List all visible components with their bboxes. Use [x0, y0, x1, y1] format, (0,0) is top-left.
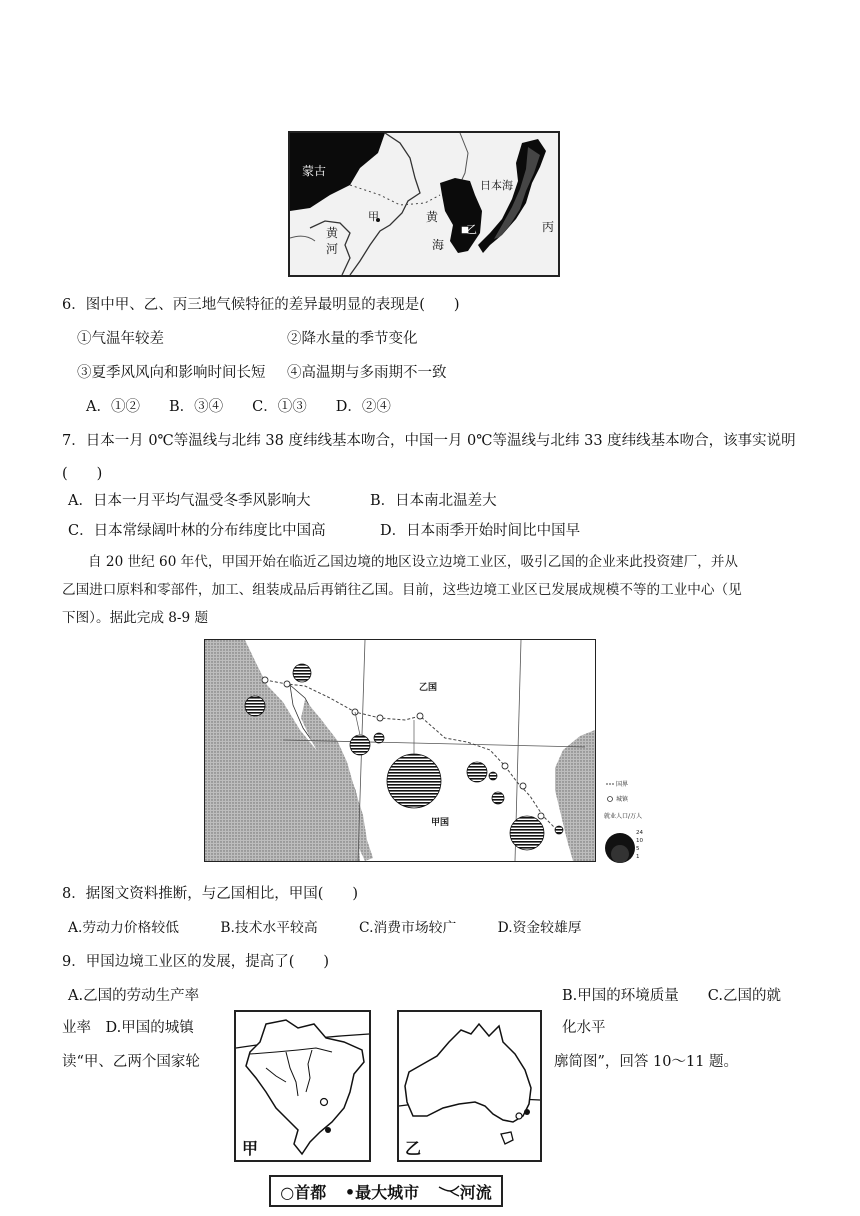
- jia-label: 甲: [368, 210, 379, 223]
- country-jia-outline-map: [234, 1010, 371, 1162]
- q7-paren: ( ): [62, 466, 103, 482]
- jia-map-label: 甲: [242, 1139, 259, 1158]
- jia-largest-city-marker: [325, 1127, 331, 1133]
- yellow-sea-label-1: 黄: [426, 210, 439, 224]
- east-asia-map-svg: [290, 133, 558, 275]
- country-yi-outline-map: [397, 1010, 542, 1162]
- legend-val-10: 10: [636, 838, 643, 844]
- legend-town-label: 城镇: [616, 796, 629, 803]
- yi-largest-city-marker: [524, 1109, 530, 1115]
- q7-option-d: D．日本雨季开始时间比中国早: [380, 523, 581, 539]
- q6-stem: 6．图中甲、乙、丙三地气候特征的差异最明显的表现是( ): [62, 297, 460, 313]
- country-yi-label: 乙国: [419, 683, 438, 693]
- yi-label: 乙: [466, 223, 477, 236]
- q7-option-a: A．日本一月平均气温受冬季风影响大: [68, 493, 311, 509]
- passage-line-3: 下图）。据此完成 8-9 题: [62, 610, 209, 626]
- country-jia-label: 甲国: [431, 818, 450, 828]
- bing-label: 丙: [542, 220, 555, 234]
- river-icon: [438, 1184, 460, 1198]
- passage-line-2: 乙国进口原料和零部件，加工、组装成品后再销往乙国。目前，这些边境工业区已发展成规模不等的工业中心（见: [62, 582, 742, 598]
- jia-capital-marker: [321, 1099, 328, 1106]
- q8-stem: 8．据图文资料推断，与乙国相比，甲国( ): [62, 886, 359, 902]
- q7-option-b: B．日本南北温差大: [370, 493, 497, 509]
- q6-statement-3: ③夏季风风向和影响时间长短: [77, 365, 266, 381]
- q7-stem: 7．日本一月 0℃等温线与北纬 38 度纬线基本吻合，中国一月 0℃等温线与北纬 33 度纬线基本吻合，该事实说明: [62, 433, 796, 449]
- legend-border-label: 国界: [616, 781, 629, 788]
- legend-pop-title: 就业人口/万人: [604, 813, 643, 820]
- sea-of-japan-label: 日本海: [480, 179, 513, 192]
- yi-map-label: 乙: [405, 1139, 422, 1158]
- q6-statement-2: ②降水量的季节变化: [287, 331, 418, 347]
- q9-wrap-1: 业率 D.甲国的城镇: [62, 1020, 194, 1036]
- read-intro-2: 廓简图”，回答 10～11 题。: [554, 1054, 739, 1070]
- legend-largest-city: •最大城市: [344, 1182, 420, 1202]
- border-map: [204, 639, 596, 862]
- read-intro-1: 读“甲、乙两个国家轮: [62, 1054, 200, 1070]
- q6-statement-1: ①气温年较差: [77, 331, 164, 347]
- q9-options-b-c: B.甲国的环境质量 C.乙国的就: [562, 988, 781, 1004]
- passage-line-1: 自 20 世纪 60 年代，甲国开始在临近乙国边境的地区设立边境工业区，吸引乙国的企业来此投资建厂，并从: [88, 554, 739, 570]
- q9-option-a: A.乙国的劳动生产率: [68, 988, 200, 1004]
- q9-stem: 9．甲国边境工业区的发展，提高了( ): [62, 954, 330, 970]
- yi-capital-marker: [516, 1113, 522, 1119]
- legend-river-label: 河流: [459, 1182, 492, 1202]
- q6-choices: A．①② B．③④ C．①③ D．②④: [86, 399, 391, 415]
- east-asia-map: [288, 131, 560, 277]
- yellow-sea-label-2: 海: [432, 238, 445, 252]
- legend-val-5: 5: [636, 846, 640, 852]
- yellow-river-label-2: 河: [326, 242, 339, 256]
- legend-capital: ○首都: [280, 1182, 327, 1202]
- q8-choices: A.劳动力价格较低 B.技术水平较高 C.消费市场较广 D.资金较雄厚: [68, 920, 582, 936]
- legend-river: [438, 1180, 492, 1203]
- legend-val-1: 1: [636, 854, 640, 860]
- q7-option-c: C．日本常绿阔叶林的分布纬度比中国高: [68, 523, 326, 539]
- border-map-svg: [205, 640, 595, 861]
- q6-statement-4: ④高温期与多雨期不一致: [287, 365, 447, 381]
- border-map-legend: [600, 776, 660, 866]
- q9-wrap-2: 化水平: [562, 1020, 606, 1036]
- mongolia-label: 蒙古: [302, 164, 327, 178]
- outline-map-legend: [269, 1175, 503, 1207]
- yellow-river-label-1: 黄: [326, 226, 339, 240]
- legend-val-24: 24: [636, 830, 643, 836]
